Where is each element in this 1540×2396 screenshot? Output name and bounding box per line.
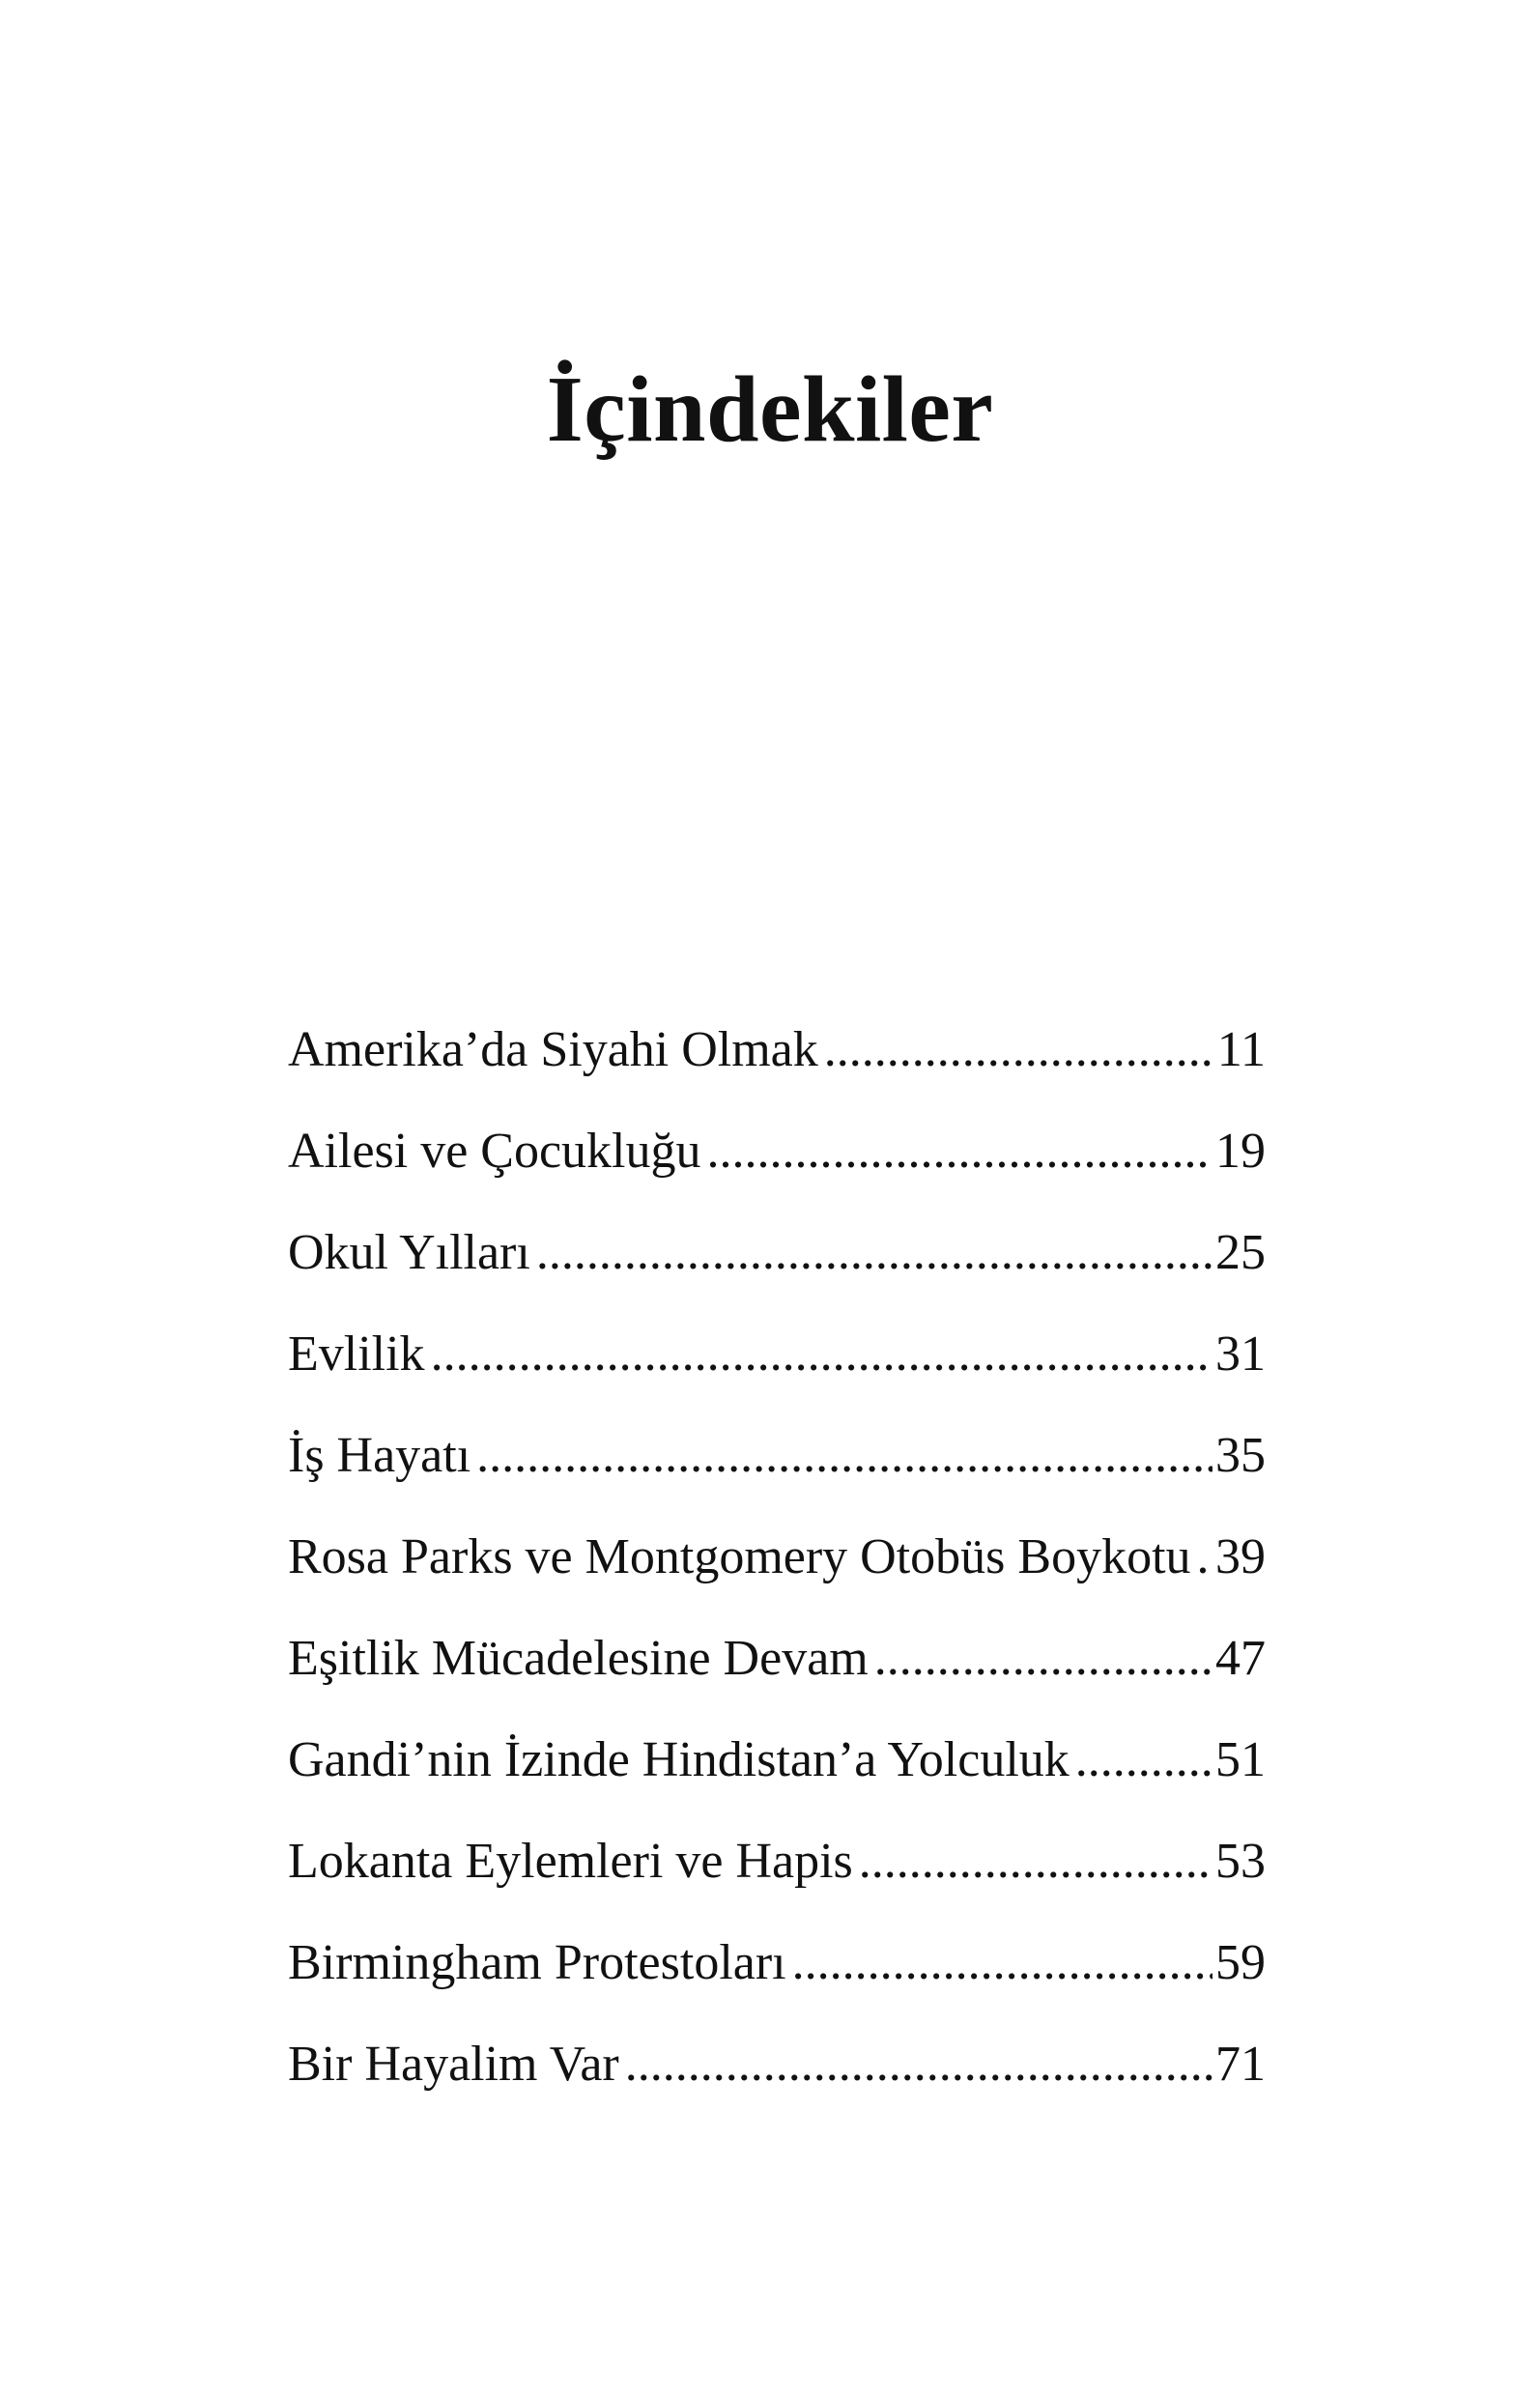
dot-leader	[625, 2031, 1212, 2098]
toc-entry[interactable]	[288, 1422, 1266, 1524]
dot-leader	[859, 1828, 1212, 1896]
toc-entry-title: Okul Yılları	[288, 1225, 530, 1280]
dot-leader	[874, 1625, 1212, 1693]
toc-entry[interactable]	[288, 1929, 1266, 2031]
toc-entry-title: Evlilik	[288, 1326, 425, 1382]
toc-entry[interactable]	[288, 1219, 1266, 1321]
dot-leader	[1197, 1524, 1212, 1591]
toc-entry-title: Ailesi ve Çocukluğu	[288, 1124, 701, 1179]
toc-entry-page-number: 39	[1215, 1529, 1266, 1584]
toc-entry-page-number: 25	[1215, 1225, 1266, 1280]
toc-entry[interactable]	[288, 1524, 1266, 1625]
toc-entry-title: Gandi’nin İzinde Hindistan’a Yolculuk	[288, 1732, 1069, 1787]
toc-entry-page-number: 59	[1215, 1935, 1266, 1990]
toc-entry[interactable]	[288, 2031, 1266, 2132]
dot-leader	[824, 1016, 1214, 1084]
toc-entry-title: Rosa Parks ve Montgomery Otobüs Boykotu	[288, 1529, 1191, 1584]
dot-leader	[1075, 1726, 1212, 1794]
toc-entry[interactable]	[288, 1321, 1266, 1422]
toc-entry-title: Amerika’da Siyahi Olmak	[288, 1022, 818, 1077]
toc-entry[interactable]	[288, 1118, 1266, 1219]
toc-entry-page-number: 11	[1216, 1022, 1266, 1077]
dot-leader	[792, 1929, 1212, 1997]
toc-entry[interactable]	[288, 1726, 1266, 1828]
dot-leader	[431, 1321, 1212, 1388]
toc-entry-page-number: 31	[1215, 1326, 1266, 1382]
toc-entry-page-number: 71	[1215, 2037, 1266, 2092]
toc-entry[interactable]	[288, 1016, 1266, 1118]
toc-entry-page-number: 19	[1215, 1124, 1266, 1179]
dot-leader	[476, 1422, 1212, 1490]
toc-entry-title: İş Hayatı	[288, 1428, 471, 1483]
toc-entry-page-number: 35	[1215, 1428, 1266, 1483]
dot-leader	[536, 1219, 1212, 1287]
toc-entry[interactable]	[288, 1828, 1266, 1929]
toc-entry[interactable]	[288, 1625, 1266, 1726]
table-of-contents	[288, 1016, 1266, 2132]
toc-entry-title: Lokanta Eylemleri ve Hapis	[288, 1834, 853, 1889]
toc-entry-page-number: 47	[1215, 1631, 1266, 1686]
page-title: İçindekiler	[546, 357, 994, 462]
toc-entry-page-number: 51	[1215, 1732, 1266, 1787]
toc-entry-title: Eşitlik Mücadelesine Devam	[288, 1631, 869, 1686]
toc-entry-title: Bir Hayalim Var	[288, 2037, 619, 2092]
toc-entry-page-number: 53	[1215, 1834, 1266, 1889]
toc-entry-title: Birmingham Protestoları	[288, 1935, 786, 1990]
dot-leader	[707, 1118, 1212, 1185]
